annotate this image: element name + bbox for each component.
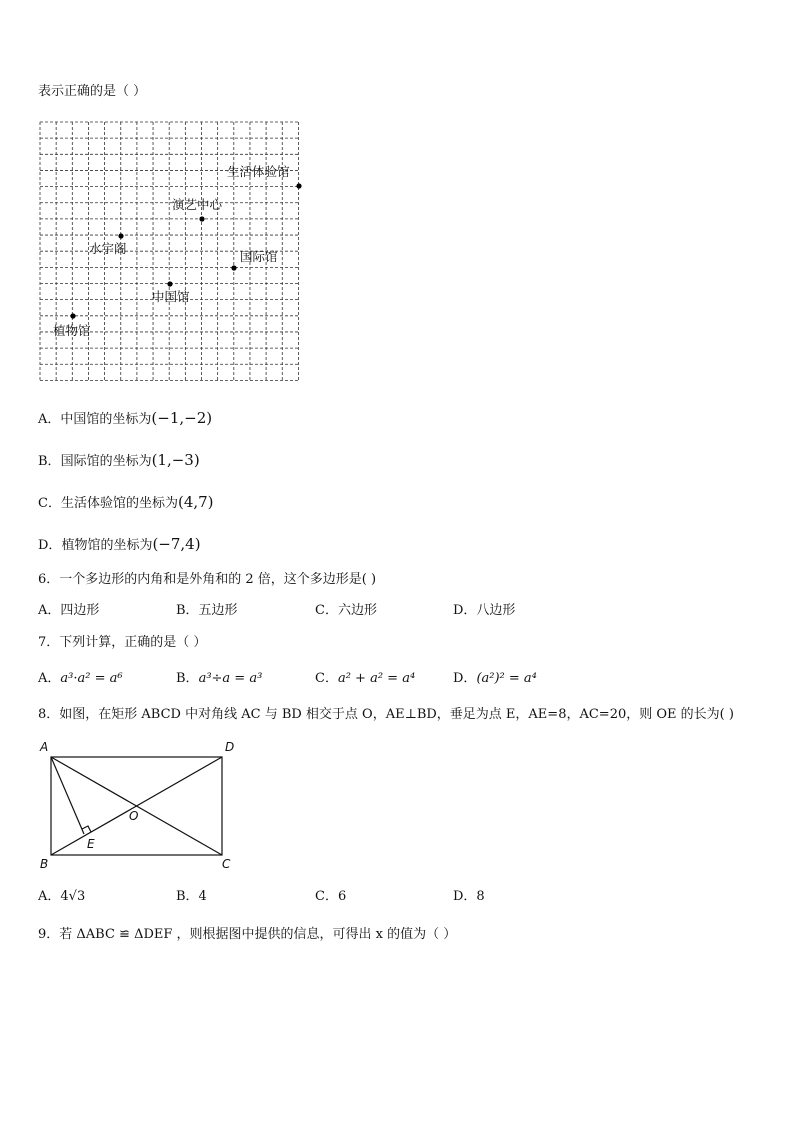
label-point-o: O <box>129 809 139 823</box>
q8-rectangle-figure <box>0 735 794 885</box>
label-point-c: C <box>222 857 231 871</box>
q5-option-c[interactable]: C．生活体验馆的坐标为(4,7) <box>38 493 214 511</box>
label-shuiyu-pavilion: 水宇阁 <box>89 241 127 256</box>
q8-option-b[interactable]: B．4 <box>176 889 207 904</box>
label-point-d: D <box>225 740 235 754</box>
q5-option-b[interactable]: B．国际馆的坐标为(1,−3) <box>38 451 200 469</box>
q6-option-d[interactable]: D．八边形 <box>453 603 516 618</box>
q5-option-d[interactable]: D．植物馆的坐标为(−7,4) <box>38 535 201 553</box>
point-international-hall <box>231 265 236 270</box>
q6-option-c[interactable]: C．六边形 <box>315 603 377 618</box>
label-point-a: A <box>40 740 49 754</box>
q6-option-b[interactable]: B．五边形 <box>176 603 238 618</box>
point-shuiyu-pavilion <box>118 233 123 238</box>
q7-option-d[interactable]: D．(a²)² = a⁴ <box>453 671 537 686</box>
point-botanical-hall <box>70 313 75 318</box>
q7-stem: 7．下列计算，正确的是（ ） <box>38 635 207 650</box>
point-china-pavilion <box>167 281 172 286</box>
segment-ae <box>51 757 84 834</box>
label-performing-arts-center: 演艺中心 <box>172 197 223 212</box>
label-china-pavilion: 中国馆 <box>152 289 190 304</box>
q7-option-a[interactable]: A．a³·a² = a⁶ <box>38 671 123 686</box>
label-point-e: E <box>87 837 95 851</box>
q8-option-a[interactable]: A．4√3 <box>38 889 86 904</box>
label-botanical-hall: 植物馆 <box>53 323 91 338</box>
q8-stem: 8．如图，在矩形 ABCD 中对角线 AC 与 BD 相交于点 O，AE⊥BD，垂足为点 E，AE=8，AC=20，则 OE 的长为( ) <box>38 707 734 722</box>
point-life-experience-hall <box>296 183 301 188</box>
q5-grid-map <box>0 0 794 400</box>
q6-option-a[interactable]: A．四边形 <box>38 603 100 618</box>
q9-stem: 9．若 ΔABC ≌ ΔDEF ，则根据图中提供的信息，可得出 x 的值为（ ） <box>38 927 457 942</box>
point-performing-arts-center <box>199 216 204 221</box>
label-international-hall: 国际馆 <box>240 249 278 264</box>
q6-stem: 6．一个多边形的内角和是外角和的 2 倍，这个多边形是( ) <box>38 572 377 587</box>
q8-option-c[interactable]: C．6 <box>315 889 347 904</box>
label-life-experience-hall: 生活体验馆 <box>227 164 290 179</box>
q5-stem: 表示正确的是（ ） <box>38 84 147 99</box>
q5-option-a[interactable]: A．中国馆的坐标为(−1,−2) <box>38 409 213 427</box>
q8-option-d[interactable]: D．8 <box>453 889 485 904</box>
q7-option-c[interactable]: C．a² + a² = a⁴ <box>315 671 416 686</box>
label-point-b: B <box>40 857 49 871</box>
q7-option-b[interactable]: B．a³÷a = a³ <box>176 671 263 686</box>
